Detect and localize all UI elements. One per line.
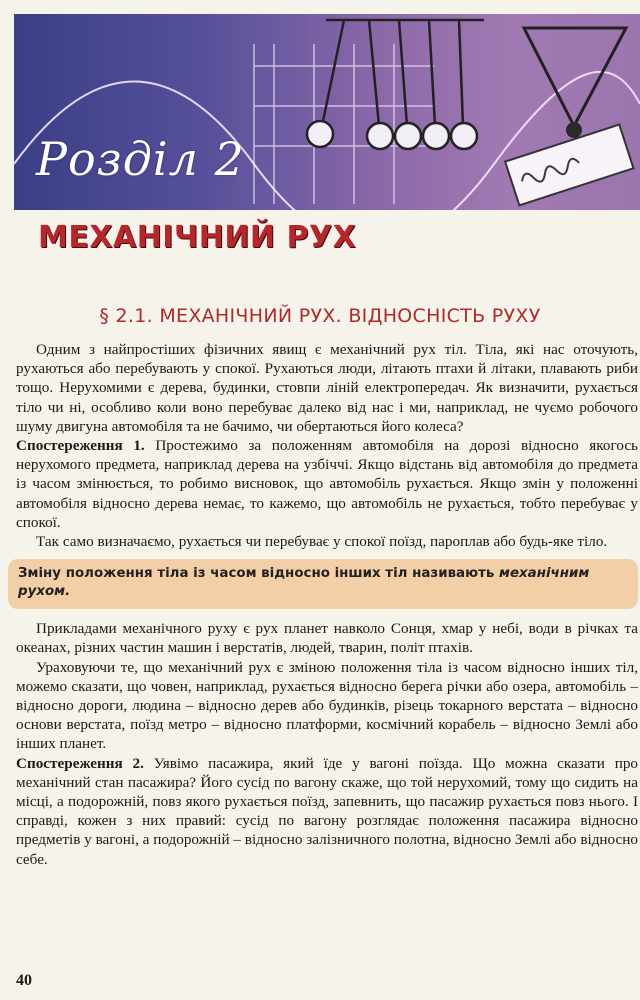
definition-term: механічним рухом. <box>18 566 590 600</box>
paragraph: Ураховуючи те, що механічний рух є зміною положення тіла із часом відносно інших тіл, можемо сказати, що човен, наприклад, рухається відносно берега річки або озера, автомобіль – відносно дороги, людина – відносно дерев або будинків, різець токарного верстата – відносно основи верстата, поїзд метро – відносно платформи, космічний корабель – відносно Землі або інших планет. <box>16 658 638 753</box>
observation-text: Простежимо за положенням автомобіля на дорозі відносно якогось нерухомого предмета, наприклад дерева на узбіччі. Якщо відстань від автомобіля до предмета із часом змінюється, то робимо висновок, що автомобіль рухається. Якщо змін у положенні автомобіля відносно дерева немає, то кажемо, що автомобіль не рухається, тобто перебуває у спокої. <box>16 437 638 531</box>
chapter-label: Розділ 2 <box>36 132 245 186</box>
observation-text: Уявімо пасажира, який їде у вагоні поїзда. Що можна сказати про механічний стан пасажира? Його сусід по вагону скаже, що той нерухомий, тому що сидить на місці, а подорожній, повз якого рухається поїзд, запевнить, що пасажир рухається повз нього. І справді, кожен з них правий: сусід по вагону розглядає положення пасажира відносно предметів у вагоні, а подорожній – відносно залізничного полотна, відносно Землі або відносно себе. <box>16 754 639 868</box>
paragraph: Прикладами механічного руху є рух планет навколо Сонця, хмар у небі, води в річках та океанах, різних частин машин і верстатів, людей, тварин, політ птахів. <box>16 620 638 657</box>
chapter-banner <box>14 14 640 210</box>
section-title: § 2.1. МЕХАНІЧНИЙ РУХ. ВІДНОСНІСТЬ РУХУ <box>99 305 541 327</box>
definition-text: Зміну положення тіла із часом відносно інших тіл називають <box>18 566 499 582</box>
definition-box <box>8 559 638 609</box>
observation-2 <box>16 754 638 869</box>
observation-1 <box>16 436 638 532</box>
observation-label: Спостереження 1. <box>16 437 145 455</box>
chapter-title: МЕХАНІЧНИЙ РУХ <box>38 220 357 255</box>
body-text <box>16 340 638 869</box>
observation-label: Спостереження 2. <box>16 754 144 772</box>
page-number: 40 <box>16 972 32 989</box>
paragraph: Так само визначаємо, рухається чи перебуває у спокої поїзд, пароплав або будь-яке тіло. <box>36 533 608 551</box>
paragraph: Одним з найпростіших фізичних явищ є механічний рух тіл. Тіла, які нас оточують, рухаються або перебувають у спокої. Рухаються люди, літають птахи й літаки, плавають риби тощо. Нерухомими є дерева, будинки, стовпи ліній електропередач. Як визначити, рухається тіло чи ні, особливо коли воно перебуває далеко від нас і ми, наприклад, не чуємо робочого шуму двигуна автомобіля та не бачимо, чи обертаються його колеса? <box>16 341 638 435</box>
